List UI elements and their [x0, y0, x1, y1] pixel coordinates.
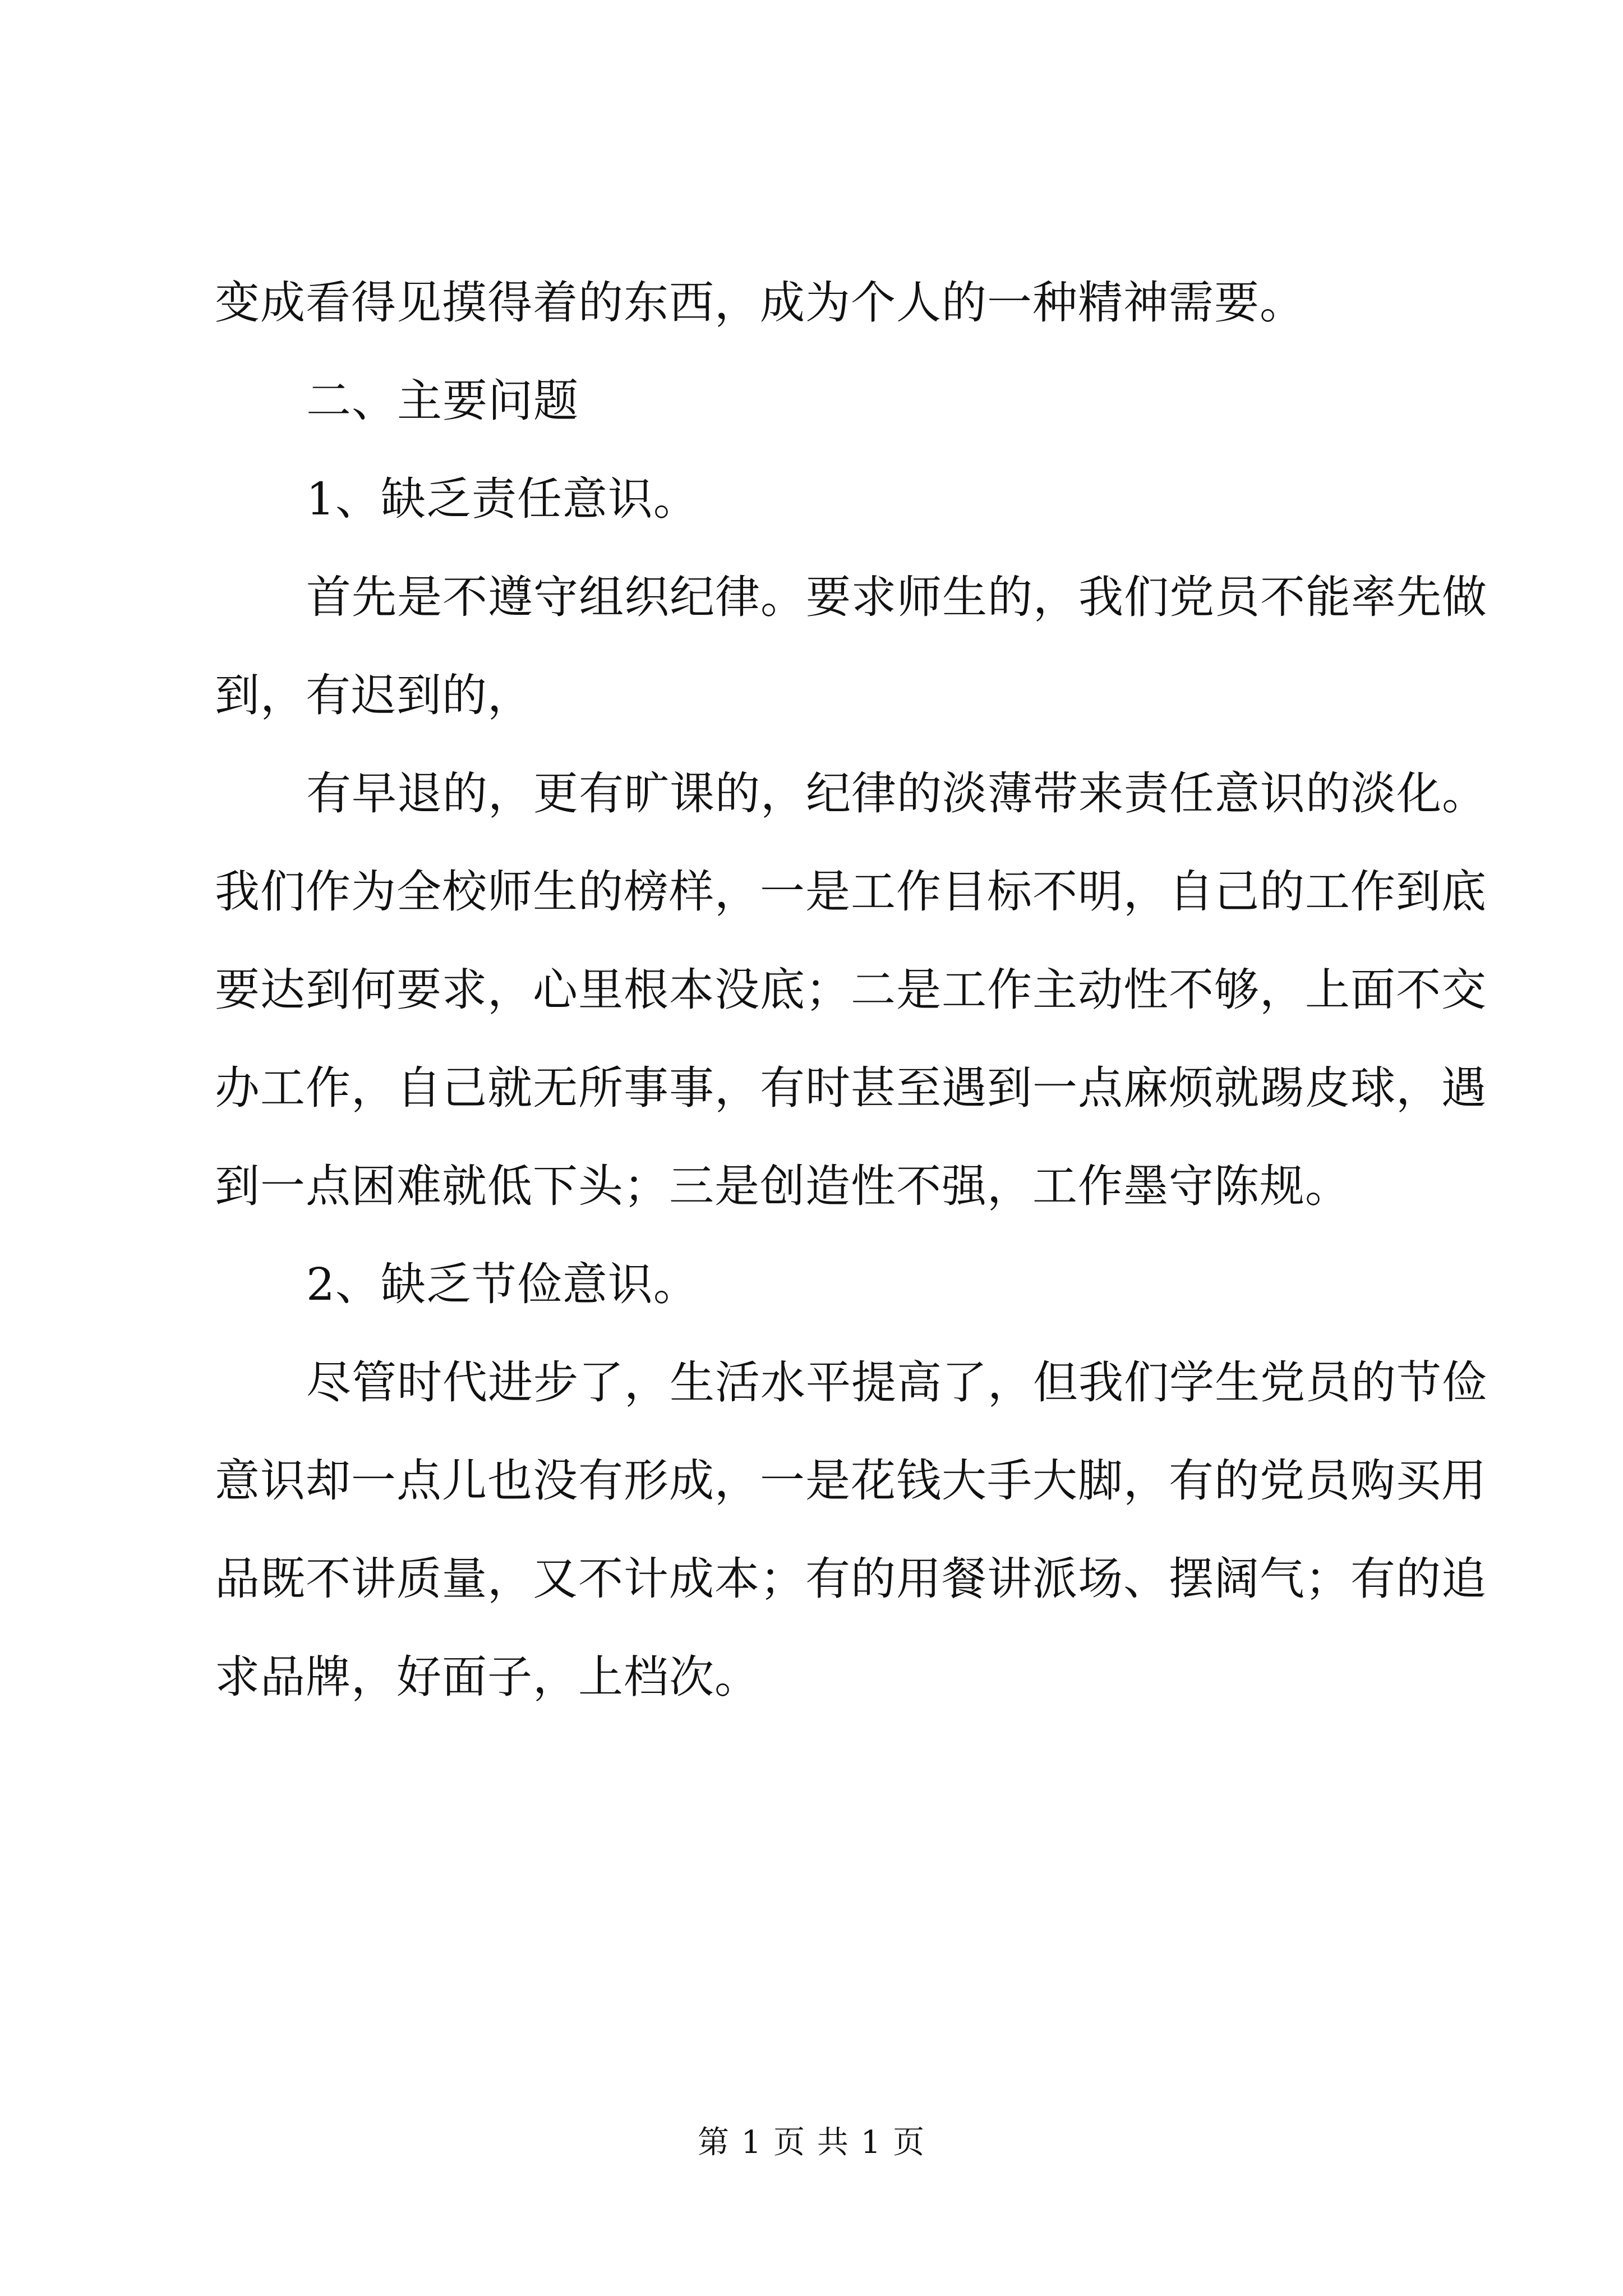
page-number-footer: 第 1 页 共 1 页 [697, 2124, 926, 2161]
body-line: 到，有迟到的， [215, 669, 533, 721]
body-line: 意识却一点儿也没有形成，一是花钱大手大脚，有的党员购买用 [215, 1455, 1487, 1507]
body-line: 要达到何要求，心里根本没底；二是工作主动性不够，上面不交 [215, 964, 1487, 1016]
body-line: 求品牌，好面子，上档次。 [215, 1651, 760, 1703]
body-line: 变成看得见摸得着的东西，成为个人的一种精神需要。 [215, 277, 1305, 329]
body-line: 我们作为全校师生的榜样，一是工作目标不明，自己的工作到底 [215, 866, 1487, 918]
body-line: 有早退的，更有旷课的，纪律的淡薄带来责任意识的淡化。 [306, 767, 1487, 820]
body-line: 到一点困难就低下头；三是创造性不强，工作墨守陈规。 [215, 1160, 1350, 1212]
body-line: 办工作，自己就无所事事，有时甚至遇到一点麻烦就踢皮球，遇 [215, 1062, 1487, 1114]
body-line: 首先是不遵守组织纪律。要求师生的，我们党员不能率先做 [306, 571, 1487, 623]
document-body [215, 254, 1487, 1726]
subsection-heading: 1、缺乏责任意识。 [306, 473, 699, 525]
section-heading: 二、主要问题 [306, 375, 579, 427]
body-line: 品既不讲质量，又不计成本；有的用餐讲派场、摆阔气；有的追 [215, 1553, 1487, 1605]
subsection-heading: 2、缺乏节俭意识。 [306, 1258, 699, 1310]
body-line: 尽管时代进步了，生活水平提高了，但我们学生党员的节俭 [306, 1356, 1487, 1409]
